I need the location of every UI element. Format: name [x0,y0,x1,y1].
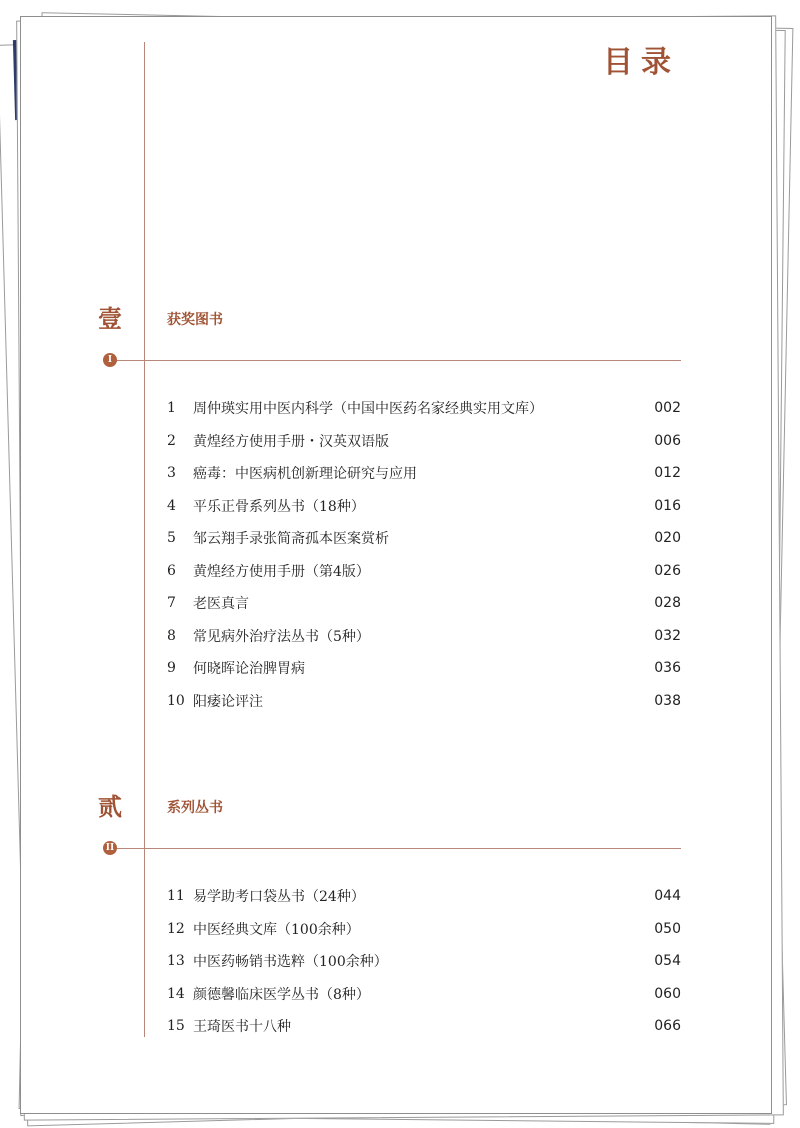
toc-item[interactable]: 5 邹云翔手录张简斋孤本医案赏析 020 [167,530,681,548]
toc-list-2 [167,880,681,1043]
section-marker-1: I [103,353,117,367]
section-rule-2 [111,848,681,849]
catalog-page [20,16,772,1114]
toc-item[interactable]: 3 癌毒：中医病机创新理论研究与应用 012 [167,465,681,483]
section-marker-2: II [103,841,117,855]
toc-item[interactable]: 7 老医真言 028 [167,595,681,613]
toc-item[interactable]: 1 周仲瑛实用中医内科学（中国中医药名家经典实用文库） 002 [167,400,681,418]
toc-item[interactable]: 15 王琦医书十八种 066 [167,1018,681,1036]
toc-item[interactable]: 6 黄煌经方使用手册（第4版） 026 [167,562,681,580]
page-title: 目录 [603,45,679,80]
toc-item[interactable]: 11 易学助考口袋丛书（24种） 044 [167,888,681,906]
toc-item[interactable]: 14 颜德馨临床医学丛书（8种） 060 [167,985,681,1003]
toc-item[interactable]: 8 常见病外治疗法丛书（5种） 032 [167,627,681,645]
toc-item[interactable]: 2 黄煌经方使用手册・汉英双语版 006 [167,432,681,450]
section-rule-1 [111,360,681,361]
section-numeral-2: 贰 [98,792,122,821]
toc-item[interactable]: 10 阳痿论评注 038 [167,692,681,710]
toc-list-1 [167,392,681,717]
section-title-2: 系列丛书 [167,800,223,816]
toc-item[interactable]: 4 平乐正骨系列丛书（18种） 016 [167,497,681,515]
toc-item[interactable]: 13 中医药畅销书选粹（100余种） 054 [167,953,681,971]
vertical-rule [144,42,145,1037]
toc-item[interactable]: 12 中医经典文库（100余种） 050 [167,920,681,938]
section-numeral-1: 壹 [98,304,122,333]
toc-item[interactable]: 9 何晓晖论治脾胃病 036 [167,660,681,678]
section-title-1: 获奖图书 [167,312,223,328]
